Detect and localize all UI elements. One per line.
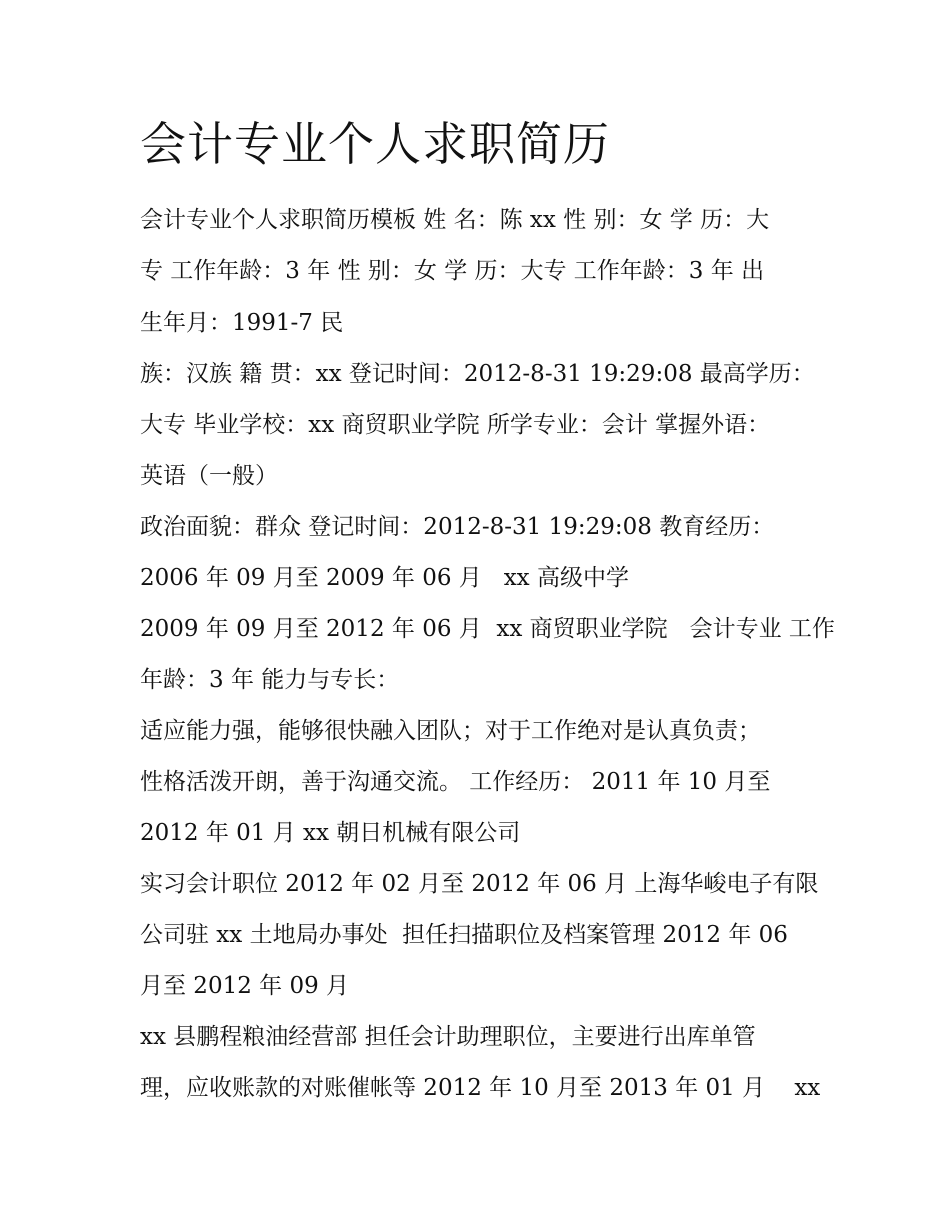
body-line: xx 县鹏程粮油经营部 担任会计助理职位，主要进行出库单管: [140, 1024, 756, 1050]
body-line: 会计专业个人求职简历模板 姓 名：陈 xx 性 别：女 学 历：大: [140, 207, 770, 233]
document-title: 会计专业个人求职简历: [140, 117, 610, 171]
body-line: 理，应收账款的对账催帐等 2012 年 10 月至 2013 年 01 月 xx: [140, 1075, 821, 1101]
body-line: 2006 年 09 月至 2009 年 06 月 xx 高级中学: [140, 565, 629, 591]
body-line: 实习会计职位 2012 年 02 月至 2012 年 06 月 上海华峻电子有限: [140, 871, 819, 897]
body-line: 2012 年 01 月 xx 朝日机械有限公司: [140, 820, 521, 846]
body-line: 适应能力强，能够很快融入团队；对于工作绝对是认真负责；: [140, 718, 761, 744]
body-line: 2009 年 09 月至 2012 年 06 月 xx 商贸职业学院 会计专业 工作: [140, 616, 835, 642]
body-line: 政治面貌：群众 登记时间：2012-8-31 19:29:08 教育经历：: [140, 514, 775, 540]
body-line: 公司驻 xx 土地局办事处 担任扫描职位及档案管理 2012 年 06: [140, 922, 788, 948]
body-line: 英语（一般）: [140, 463, 278, 489]
body-line: 性格活泼开朗，善于沟通交流。 工作经历： 2011 年 10 月至: [140, 769, 771, 795]
body-line: 生年月：1991-7 民: [140, 310, 344, 336]
body-line: 月至 2012 年 09 月: [140, 973, 350, 999]
body-line: 族：汉族 籍 贯：xx 登记时间：2012-8-31 19:29:08 最高学历：: [140, 361, 815, 387]
body-line: 大专 毕业学校：xx 商贸职业学院 所学专业：会计 掌握外语：: [140, 412, 771, 438]
body-line: 专 工作年龄：3 年 性 别：女 学 历：大专 工作年龄：3 年 出: [140, 258, 765, 284]
body-line: 年龄：3 年 能力与专长：: [140, 667, 400, 693]
